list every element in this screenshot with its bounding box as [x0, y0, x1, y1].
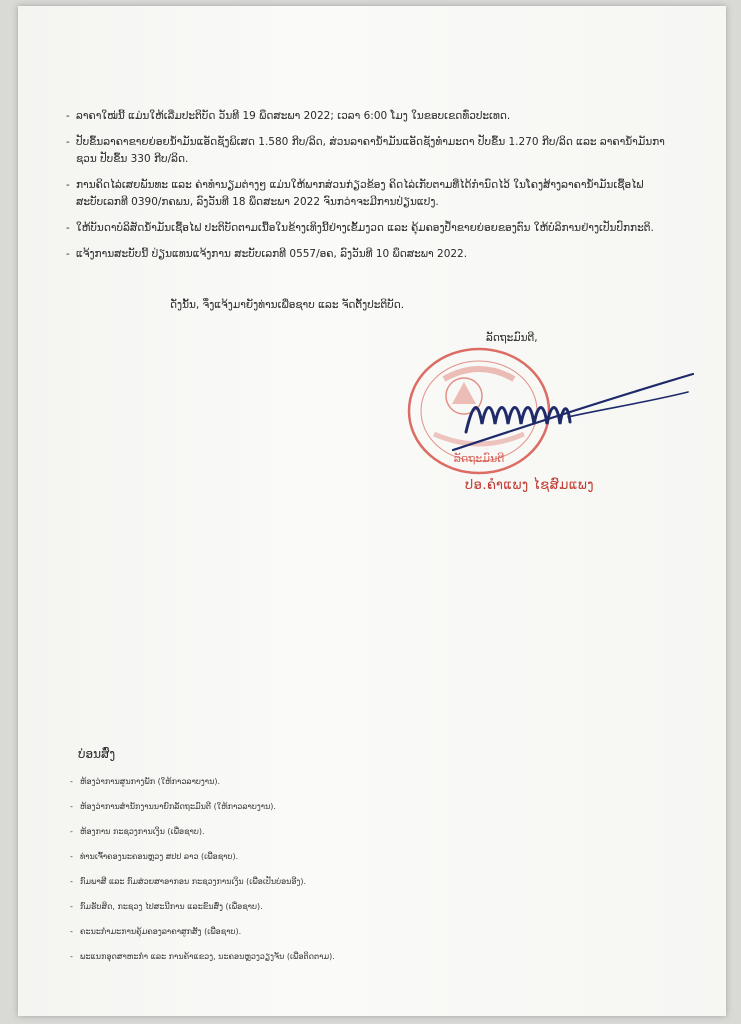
- bullet-item: - ແຈ້ງການສະບັບນີ້ ປ່ຽນແທນແຈ້ງການ ສະບັບເລກທີ 0557/ອຄ, ລົງວັນທີ 10 ພຶດສະພາ 2022.: [66, 246, 666, 263]
- recipient-item: - ຫ້ອງວ່າການສູນກາງພັກ (ໃຫ້ກາວລາບງານ).: [70, 776, 335, 787]
- signer-name: ປອ.ຄຳແພງ ໄຊສົມແພງ: [465, 478, 595, 493]
- bullet-item: - ລາຄາໃໝ່ນີ້ ແມ່ນໃຫ້ເລີ່ມປະຕິບັດ ວັນທີ 19 ພຶດສະພາ 2022; ເວລາ 6:00 ໂມງ ໃນຂອບເຂດທົ່ວປະເທດ.: [66, 108, 666, 125]
- seal-caption: ລັດຖະມົນຕີ: [453, 452, 505, 465]
- signer-title: ລັດຖະມົນຕີ,: [486, 332, 538, 344]
- recipient-item: - ກົມພາສີ ແລະ ກົມສ່ວຍສາອາກອນ ກະຊວງການເງິນ (ເພື່ອເປັນບ່ອນອີງ).: [70, 876, 335, 887]
- notice-bullet-list: [66, 108, 666, 272]
- recipients-title: ບ່ອນສົ່ງ: [78, 747, 116, 761]
- recipient-item: - ພະແນກອຸດສາຫະກຳ ແລະ ການຄ້າແຂວງ, ນະຄອນຫຼວງວຽງຈັນ (ເພື່ອຕິດຕາມ).: [70, 951, 335, 962]
- bullet-item: - ໃຫ້ບັນດາບໍລິສັດນ້ຳມັນເຊື້ອໄຟ ປະຕິບັດຕາມເນື້ອໃນຂ້າງເທິງນີ້ຢ່າງເຂັ້ມງວດ ແລະ ຄຸ້ມຄອງປ້ຳຂາຍຍ່ອຍຂອງຕົນ ໃຫ້ບໍລິການຢ່າງເປັນປົກກະຕິ.: [66, 220, 666, 237]
- closing-statement: ດັ່ງນັ້ນ, ຈຶ່ງແຈ້ງມາຍັງທ່ານເພື່ອຊາບ ແລະ ຈັດຕັ້ງປະຕິບັດ.: [170, 299, 405, 311]
- recipient-item: - ຫ້ອງການ ກະຊວງການເງິນ (ເພື່ອຊາບ).: [70, 826, 335, 837]
- recipient-item: - ຄະນະກຳມະການຄຸ້ມຄອງລາຄາສູກສັງ (ເພື່ອຊາບ).: [70, 926, 335, 937]
- recipient-item: - ທ່ານເຈົ້າຄອງນະຄອນຫຼວງ ສປປ ລາວ (ເພື່ອຊາບ).: [70, 851, 335, 862]
- bullet-item: - ການຄິດໄລ່ເສຍພັນທະ ແລະ ຄ່າທຳນຽມຕ່າງໆ ແມ່ນໃຫ້ພາກສ່ວນກ່ຽວຂ້ອງ ຄິດໄລ່ເກັບຕາມທີ່ໄດ້ກຳນົດໄວ້ ໃນໂຄງສ້າງລາຄານ້ຳມັນເຊື້ອໄຟ ສະບັບເລກທີ 0390/ກຄພນ, ລົງວັນທີ 18 ພຶດສະພາ 2022 ຈົນກວ່າຈະມີການປ່ຽນແປງ.: [66, 177, 666, 211]
- recipients-list: [70, 776, 335, 976]
- bullet-item: - ປັບຂຶ້ນລາຄາຂາຍຍ່ອຍນ້ຳມັນແອັດຊັງພິເສດ 1.580 ກີບ/ລິດ, ສ່ວນລາຄານ້ຳມັນແອັດຊັງທຳມະດາ ປັບຂຶ້ນ 1.270 ກີບ/ລິດ ແລະ ລາຄານ້ຳມັນກາຊວນ ປັບຂຶ້ນ 330 ກີບ/ລິດ.: [66, 134, 666, 168]
- signature-icon: [448, 362, 698, 462]
- recipient-item: - ກົມຮັບສິດ, ກະຊວງ ໄປສະນີການ ແລະຂົນສົ່ງ (ເພື່ອຊາບ).: [70, 901, 335, 912]
- recipient-item: - ຫ້ອງວ່າການສຳນັກງານນາຍົກລັດຖະມົນຕີ (ໃຫ້ກາວລາບງານ).: [70, 801, 335, 812]
- document-page: [18, 6, 726, 1016]
